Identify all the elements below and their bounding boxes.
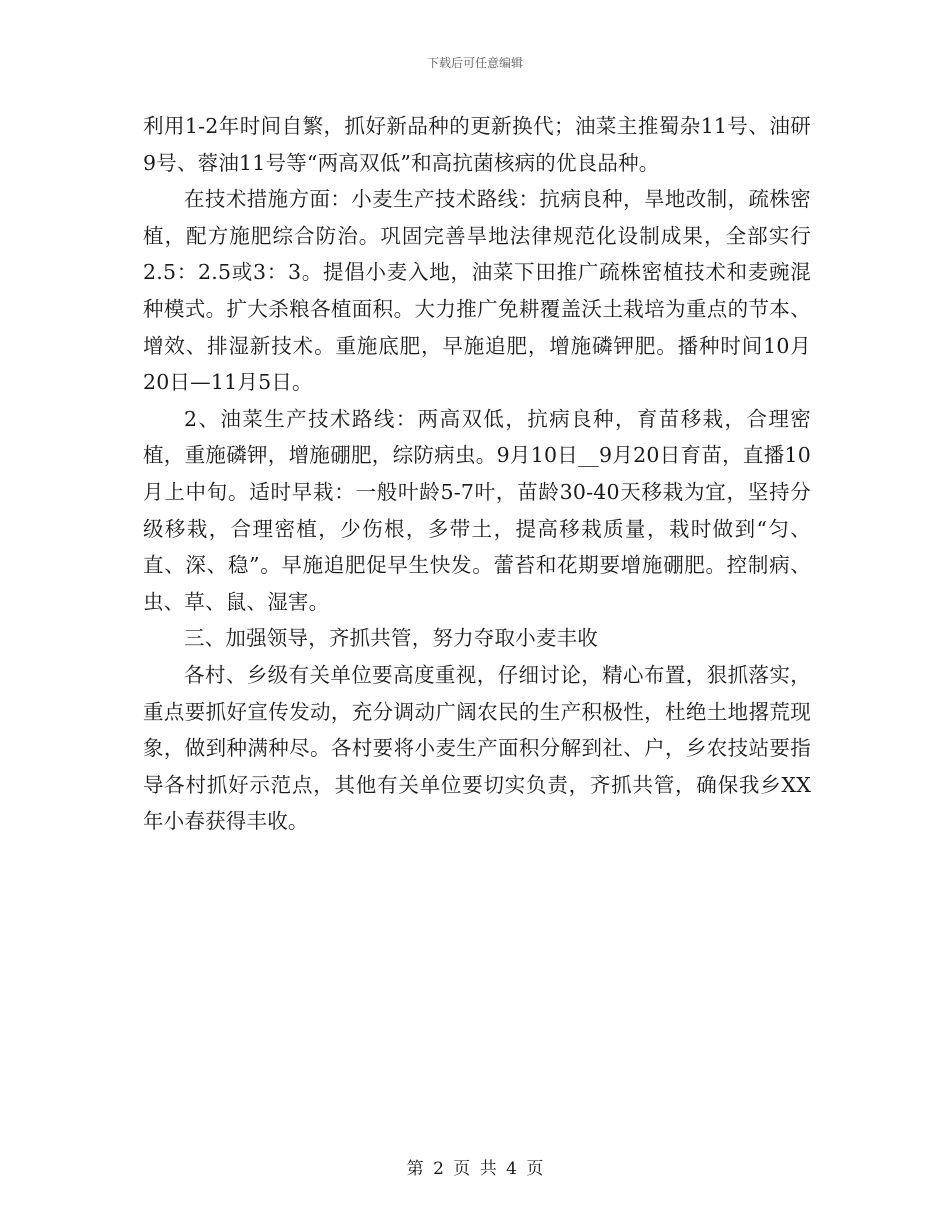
paragraph-wheat-techniques: 在技术措施方面：小麦生产技术路线：抗病良种，旱地改制，疏株密植，配方施肥综合防治。巩固完善旱地法律规范化设制成果，全部实行2.5：2.5或3：3。提倡小麦入地，油菜下田推广疏株密植技术和麦豌混种模式。扩大杀粮各植面积。大力推广免耕覆盖沃土栽培为重点的节本、增效、排湿新技术。重施底肥，早施追肥，增施磷钾肥。播种时间10月20日—11月5日。: [143, 187, 811, 395]
paragraph-varieties: 利用1-2年时间自繁，抓好新品种的更新换代；油菜主推蜀杂11号、油研9号、蓉油11号等“两高双低”和高抗菌核病的优良品种。: [143, 114, 811, 175]
section-heading-leadership: 三、加强领导，齐抓共管，努力夺取小麦丰收: [184, 626, 598, 651]
page-header-note: 下载后可任意编辑: [426, 56, 523, 70]
page-number: 第 2 页 共 4 页: [406, 1159, 544, 1179]
paragraph-rapeseed-techniques: 2、油菜生产技术路线：两高双低，抗病良种，育苗移栽，合理密植，重施磷钾，增施硼肥，综防病虫。9月10日__9月20日育苗，直播10月上中旬。适时早栽：一般叶龄5-7叶，苗龄30-40天移栽为宜，坚持分级移栽，合理密植，少伤根，多带土，提高移栽质量，栽时做到“匀、直、深、稳”。早施追肥促早生快发。蕾苔和花期要增施硼肥。控制病、虫、草、鼠、湿害。: [143, 406, 811, 614]
paragraph-leadership: 各村、乡级有关单位要高度重视，仔细讨论，精心布置，狠抓落实，重点要抓好宣传发动，充分调动广阔农民的生产积极性，杜绝土地撂荒现象，做到种满种尽。各村要将小麦生产面积分解到社、户，乡农技站要指导各村抓好示范点，其他有关单位要切实负责，齐抓共管，确保我乡XX年小春获得丰收。: [143, 662, 811, 834]
document-body: [143, 108, 811, 840]
